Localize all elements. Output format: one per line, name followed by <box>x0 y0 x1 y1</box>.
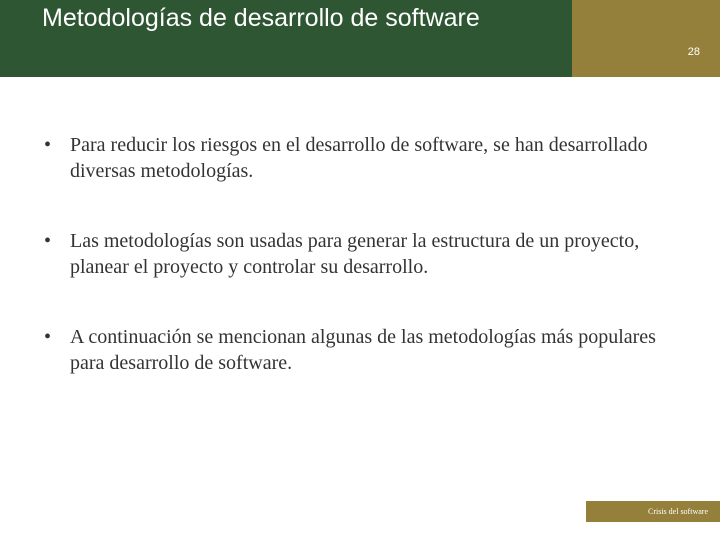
bullet-marker: • <box>44 230 52 252</box>
bullet-item <box>42 228 692 280</box>
slide-title: Metodologías de desarrollo de software <box>42 4 480 32</box>
bullet-item <box>42 324 692 376</box>
bullet-text: Para reducir los riesgos en el desarrollo de software, se han desarrollado diversas metodologías. <box>70 134 648 182</box>
footer-section-label: Crisis del software <box>586 501 720 522</box>
bullet-text: A continuación se mencionan algunas de las metodologías más populares para desarrollo de software. <box>70 326 656 374</box>
bullet-item <box>42 132 692 184</box>
title-accent-block <box>572 0 720 77</box>
bullet-text: Las metodologías son usadas para generar la estructura de un proyecto, planear el proyecto y controlar su desarrollo. <box>70 230 640 278</box>
slide-number: 28 <box>687 46 700 58</box>
bullet-list <box>42 132 692 420</box>
bullet-marker: • <box>44 134 52 156</box>
bullet-marker: • <box>44 326 52 348</box>
